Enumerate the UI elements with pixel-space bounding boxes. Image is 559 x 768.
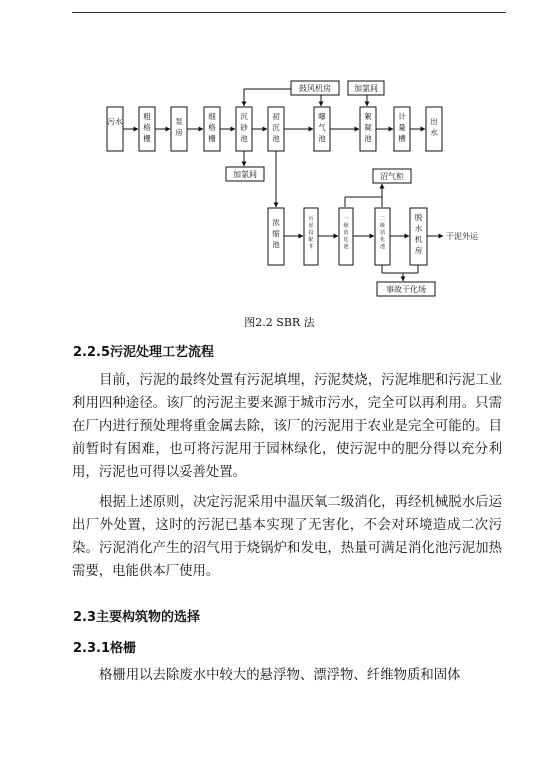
paragraph-sludge-disposal: 目前，污泥的最终处置有污泥填埋，污泥焚烧，污泥堆肥和污泥工业利用四种途径。该厂的污泥主要来源于城市污水，完全可以再利用。只需在厂内进行预处理将重金属去除，该厂的污泥用于农业是完全可能的。目前暂时有困难，也可将污泥用于园林绿化，使污泥中的肥分得以充分利用，污泥也可得以妥善处置。 xyxy=(72,373,502,480)
figure-caption: 图2.2 SBR 法 xyxy=(244,316,315,329)
cake-output-label: 干泥外运 xyxy=(446,232,478,241)
node-flocculation-tank xyxy=(360,107,376,151)
drying-connectors xyxy=(382,264,418,281)
node-effluent xyxy=(426,107,442,151)
node-emergency-drying-bed xyxy=(377,282,435,296)
node-sewage xyxy=(107,107,123,151)
node-label: 事故干化场 xyxy=(386,285,426,294)
node-label: 出水 xyxy=(430,117,438,137)
node-label: 粗格栅 xyxy=(143,112,151,143)
node-chlorine-bottom xyxy=(226,167,264,181)
node-label: 污水 xyxy=(107,117,123,126)
node-label: 沉砂池 xyxy=(240,112,248,143)
paragraph-sludge-principle: 根据上述原则，决定污泥采用中温厌氧二级消化，再经机械脱水后运出厂外处置，这时的污泥已基本实现了无害化，不会对环境造成二次污染。污泥消化产生的沼气用于烧锅炉和发电，热量可满足消化池污泥加热需要，电能供本厂使用。 xyxy=(72,495,502,579)
node-label: 絮凝池 xyxy=(364,112,372,143)
node-label: 加氯间 xyxy=(233,170,257,179)
node-pump-house xyxy=(171,107,187,151)
node-label: 浓缩池 xyxy=(272,218,280,249)
node-secondary-digester xyxy=(375,208,390,265)
node-fine-screen xyxy=(204,107,220,151)
node-primary-clarifier xyxy=(268,107,284,151)
node-label: 一级消化池 xyxy=(343,216,349,250)
node-label: 曝气池 xyxy=(318,112,326,143)
node-thickener xyxy=(268,208,284,265)
node-chlorine-top xyxy=(348,81,384,95)
node-grit-chamber xyxy=(236,107,252,151)
node-dewatering-house xyxy=(410,208,427,265)
node-label: 污泥投配井 xyxy=(308,216,314,250)
node-label: 沼气柜 xyxy=(380,172,404,181)
node-metering-trough xyxy=(394,107,410,151)
node-label: 鼓风机房 xyxy=(299,84,331,93)
node-sludge-dosing-well xyxy=(304,208,318,265)
node-label: 加氯间 xyxy=(354,84,378,93)
biogas-connectors xyxy=(345,184,382,207)
section-2-3-1-heading: 2.3.1格栅 xyxy=(73,641,137,656)
node-label: 细格栅 xyxy=(208,112,216,143)
section-2-3-heading: 2.3主要构筑物的选择 xyxy=(73,610,201,625)
node-label: 泵房 xyxy=(175,117,183,137)
node-label: 计量槽 xyxy=(398,112,406,143)
node-aeration-tank xyxy=(314,107,330,151)
node-label: 二级消化池 xyxy=(379,216,386,250)
paragraph-screens: 格栅用以去除废水中较大的悬浮物、漂浮物、纤维物质和固体 xyxy=(99,668,461,683)
node-label: 初沉池 xyxy=(272,112,280,143)
process-flow-diagram xyxy=(0,0,559,330)
node-blower-house xyxy=(291,81,339,95)
node-biogas-holder xyxy=(373,169,411,183)
section-2-2-5-heading: 2.2.5污泥处理工艺流程 xyxy=(73,345,215,360)
node-coarse-screen xyxy=(139,107,155,151)
node-label: 脱水机房 xyxy=(414,213,423,255)
node-primary-digester xyxy=(339,208,353,265)
